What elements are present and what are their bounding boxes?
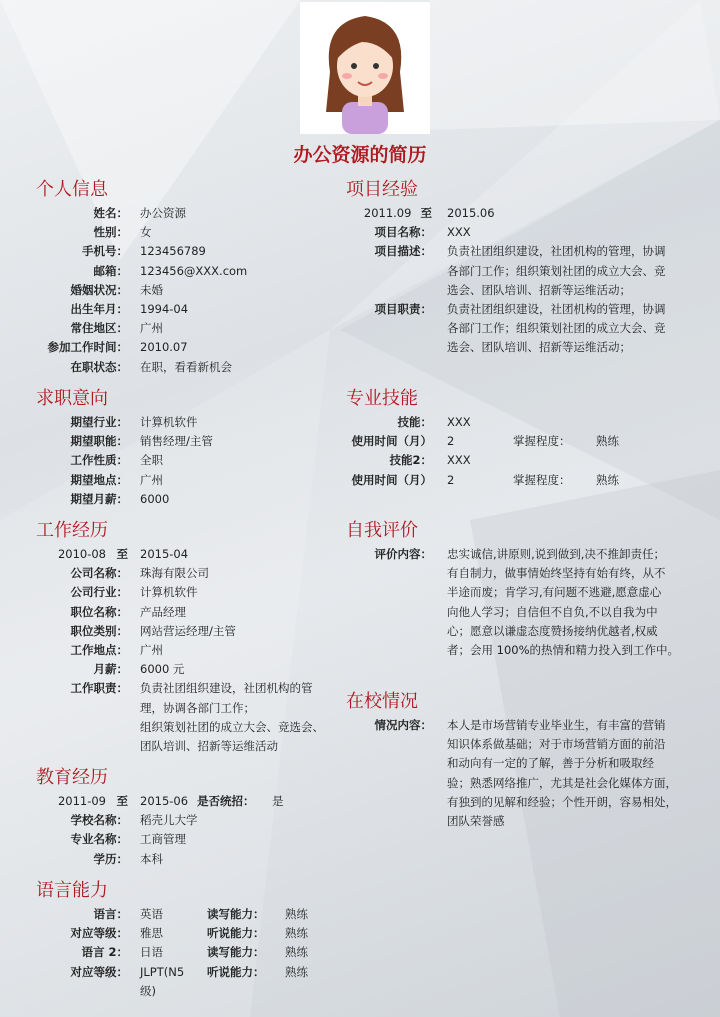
field-label-secondary: 掌握程度：: [513, 434, 571, 449]
field-row: [346, 242, 697, 300]
field-label-secondary: 听说能力：: [207, 964, 265, 979]
section-edu: [36, 765, 340, 869]
field-value: [140, 451, 340, 470]
field-label: 常住地区：: [70, 321, 128, 336]
field-row: [36, 583, 340, 602]
field-label: 在职状态：: [70, 359, 128, 374]
date-range: [36, 792, 128, 811]
field-value-secondary: 熟练: [285, 907, 308, 921]
value-line: 工商管理: [140, 832, 186, 847]
value-line: 广州: [140, 472, 163, 487]
date-range-row: [346, 204, 697, 223]
field-value: [140, 564, 340, 583]
value-line: JLPT(N5: [140, 964, 185, 979]
field-label: 出生年月：: [70, 302, 128, 317]
field-value: [140, 490, 340, 509]
field-value: [140, 811, 340, 830]
field-value: [140, 319, 340, 338]
field-label: 项目名称：: [374, 225, 432, 240]
field-label: 公司名称：: [70, 566, 128, 581]
value-line: 者；会用 100%的热情和精力投入到工作中。: [447, 643, 680, 658]
value-line: 广州: [140, 643, 163, 658]
field-value: [140, 262, 340, 281]
value-line: XXX: [447, 225, 471, 240]
date-range-row: [36, 792, 340, 811]
field-value: [140, 679, 340, 756]
field-label: 工作地点：: [70, 643, 128, 658]
field-row: [36, 223, 340, 242]
field-label: 对应等级：: [70, 964, 128, 979]
value-line: 选会、团队培训、招新等运维活动；: [447, 282, 631, 297]
section-intent: [36, 386, 340, 509]
field-label: 工作性质：: [70, 453, 128, 468]
value-line: 理，协调各部门工作；: [140, 700, 255, 715]
value-line: 负责社团组织建设，社团机构的管理，协调: [447, 244, 666, 259]
field-label: 专业名称：: [70, 832, 128, 847]
value-line: 产品经理: [140, 604, 186, 619]
value-line: 向他人学习；自信但不自负,不以自我为中: [447, 604, 658, 619]
field-value: [140, 603, 340, 622]
date-to: 2015-06: [140, 794, 189, 808]
field-row: [346, 716, 697, 831]
field-row: [36, 319, 340, 338]
field-value-secondary: 熟练: [596, 434, 619, 449]
value-line: 未婚: [140, 282, 163, 297]
field-value: [140, 204, 340, 223]
field-value: [447, 432, 513, 451]
field-label: 邮箱：: [93, 263, 128, 278]
field-label: 技能：: [397, 415, 432, 429]
value-line: 有自制力，做事情始终坚持有始有终，从不: [447, 566, 666, 581]
field-label: 学历：: [93, 851, 128, 866]
date-from: 2011.09: [363, 206, 412, 220]
field-row: [36, 679, 340, 756]
field-value: [140, 622, 340, 641]
value-line: 珠海有限公司: [140, 566, 209, 581]
field-row: [36, 413, 340, 432]
resume-title: 办公资源的简历: [293, 144, 427, 166]
field-value: [447, 716, 697, 831]
value-line: 负责社团组织建设，社团机构的管理，协调: [447, 302, 666, 317]
field-row: [346, 432, 697, 451]
field-value: [140, 583, 340, 602]
field-label-secondary: 是否统招：: [197, 794, 255, 808]
value-line: 2: [447, 434, 455, 449]
field-row: [36, 432, 340, 451]
value-line: 计算机软件: [140, 585, 198, 600]
value-line: 计算机软件: [140, 415, 198, 429]
date-range: [346, 204, 432, 223]
field-row: [346, 413, 697, 432]
field-row: [36, 641, 340, 660]
field-label: 使用时间（月）: [351, 434, 432, 449]
field-value: [447, 242, 697, 300]
field-label: 婚姻状况：: [70, 282, 128, 297]
field-label-secondary: 听说能力：: [207, 926, 265, 941]
field-value: [140, 471, 340, 490]
field-label: 期望月薪：: [70, 491, 128, 506]
field-row: [36, 242, 340, 261]
field-value-secondary: 熟练: [596, 472, 619, 487]
date-to: 2015.06: [447, 206, 495, 220]
date-separator: 至: [420, 206, 432, 220]
value-line: 心；愿意以谦虚态度赞扬接纳优越者,权威: [447, 623, 658, 638]
field-row: [36, 451, 340, 470]
field-label: 项目职责：: [374, 302, 432, 317]
date-separator: 至: [116, 547, 128, 561]
field-row: [36, 603, 340, 622]
field-row: [36, 660, 340, 679]
section-school: [346, 689, 697, 831]
field-row: [36, 358, 340, 377]
value-line: 负责社团组织建设，社团机构的管: [140, 681, 313, 696]
field-value-secondary: 熟练: [285, 926, 308, 941]
field-label: 评价内容：: [374, 547, 432, 561]
field-row: [346, 451, 697, 470]
field-value: [140, 830, 340, 849]
field-value: [447, 300, 697, 358]
value-line: 网站营运经理/主管: [140, 623, 236, 638]
field-row: [36, 204, 340, 223]
field-label: 使用时间（月）: [351, 472, 432, 487]
field-value: [140, 413, 340, 432]
value-line: 组织策划社团的成立大会、竞选会、: [140, 719, 324, 734]
section-personal: [36, 177, 340, 377]
date-from: 2010-08: [57, 547, 106, 561]
field-label: 月薪：: [93, 662, 128, 677]
value-line: 123456@XXX.com: [140, 263, 248, 278]
field-value: [447, 451, 697, 470]
field-label: 对应等级：: [70, 926, 128, 941]
field-row: [36, 850, 340, 869]
field-row: [36, 300, 340, 319]
value-line: 有独到的见解和经验；个性开朗，容易相处，: [447, 794, 677, 809]
section-work: [36, 518, 340, 756]
field-label: 期望地点：: [70, 472, 128, 487]
field-row: [36, 963, 335, 1001]
field-row: [36, 490, 340, 509]
date-range: [36, 545, 128, 564]
field-value: [140, 660, 340, 679]
field-label: 姓名：: [93, 206, 128, 220]
field-value: [140, 963, 207, 1001]
field-label-secondary: 读写能力：: [207, 907, 265, 921]
section-title: 教育经历: [36, 767, 108, 788]
value-line: 广州: [140, 321, 163, 336]
value-line: 女: [140, 225, 152, 240]
field-value: [140, 338, 340, 357]
section-title: 项目经验: [346, 179, 418, 200]
field-value: [140, 905, 207, 924]
field-row: [36, 905, 335, 924]
field-row: [36, 564, 340, 583]
section-skills: [346, 386, 697, 490]
value-line: 和动向有一定的了解，善于分析和吸取经: [447, 756, 654, 771]
field-label: 性别：: [93, 225, 128, 240]
value-line: 团队荣誉感: [447, 814, 505, 829]
section-title: 求职意向: [36, 388, 108, 409]
field-row: [36, 281, 340, 300]
value-line: 办公资源: [140, 206, 186, 220]
field-label: 公司行业：: [70, 585, 128, 600]
value-line: XXX: [447, 415, 471, 429]
value-line: 123456789: [140, 244, 206, 259]
value-line: 选会、团队培训、招新等运维活动；: [447, 340, 631, 355]
value-line: 1994-04: [140, 302, 189, 317]
value-line: 日语: [140, 945, 163, 960]
field-value: [140, 641, 340, 660]
field-value: [140, 281, 340, 300]
field-row: [36, 262, 340, 281]
value-line: 半途而废；肯学习,有问题不逃避,愿意虚心: [447, 585, 662, 600]
section-title: 专业技能: [346, 388, 418, 409]
value-line: 英语: [140, 907, 163, 921]
field-label: 职位类别：: [70, 623, 128, 638]
section-title: 语言能力: [36, 880, 108, 901]
field-value: [140, 850, 340, 869]
field-label: 职位名称：: [70, 604, 128, 619]
value-line: 稻壳儿大学: [140, 813, 198, 828]
value-line: 2: [447, 472, 455, 487]
field-label-secondary: 读写能力：: [207, 945, 265, 960]
field-value: [140, 924, 207, 943]
field-row: [36, 811, 340, 830]
field-value-secondary: 是: [272, 794, 284, 808]
field-row: [36, 622, 340, 641]
field-value: [140, 242, 340, 261]
field-label: 语言：: [93, 907, 128, 921]
field-value: [140, 223, 340, 242]
field-row: [346, 223, 697, 242]
value-line: 知识体系做基础；对于市场营销方面的前沿: [447, 737, 666, 752]
section-title: 在校情况: [346, 691, 418, 712]
field-value: [447, 413, 697, 432]
section-title: 工作经历: [36, 520, 108, 541]
field-label: 学校名称：: [70, 813, 128, 828]
value-line: 在职，看看新机会: [140, 359, 232, 374]
field-row: [36, 943, 335, 962]
value-line: 团队培训、招新等运维活动: [140, 739, 278, 754]
value-line: 验；熟悉网络推广，尤其是社会化媒体方面，: [447, 775, 677, 790]
field-row: [36, 924, 335, 943]
field-value: [140, 358, 340, 377]
value-line: 雅思: [140, 926, 163, 941]
value-line: 级): [140, 983, 156, 998]
field-value: [447, 223, 697, 242]
section-self: [346, 518, 697, 660]
field-label: 期望行业：: [70, 415, 128, 429]
value-line: 各部门工作；组织策划社团的成立大会、竞: [447, 321, 666, 336]
field-label: 语言 2：: [81, 945, 128, 960]
field-value: [447, 545, 697, 660]
value-line: 6000 元: [140, 662, 185, 677]
field-row: [346, 471, 697, 490]
value-line: 全职: [140, 453, 163, 468]
value-line: 各部门工作；组织策划社团的成立大会、竞: [447, 263, 666, 278]
field-value: [140, 943, 207, 962]
value-line: 忠实诚信,讲原则,说到做到,决不推卸责任；: [447, 547, 665, 561]
field-label: 技能2：: [389, 453, 432, 468]
field-value: [447, 471, 513, 490]
date-range-row: [36, 545, 340, 564]
date-separator: 至: [116, 794, 128, 808]
field-label: 手机号：: [82, 244, 128, 259]
avatar: [300, 2, 430, 134]
field-row: [346, 300, 697, 358]
field-label: 情况内容：: [374, 718, 432, 732]
value-line: XXX: [447, 453, 471, 468]
field-row: [346, 545, 697, 660]
field-label: 项目描述：: [374, 244, 432, 259]
field-value: [140, 300, 340, 319]
field-row: [36, 471, 340, 490]
section-lang: [36, 878, 335, 1001]
field-value-secondary: 熟练: [285, 964, 308, 979]
field-row: [36, 830, 340, 849]
field-value: [140, 432, 340, 451]
value-line: 销售经理/主管: [140, 434, 213, 449]
section-title: 自我评价: [346, 520, 418, 541]
value-line: 2010.07: [140, 340, 188, 355]
value-line: 本人是市场营销专业毕业生，有丰富的营销: [447, 718, 666, 732]
field-value-secondary: 熟练: [285, 945, 308, 960]
field-label-secondary: 掌握程度：: [513, 472, 571, 487]
section-title: 个人信息: [36, 179, 108, 200]
value-line: 6000: [140, 491, 170, 506]
section-project: [346, 177, 697, 358]
field-label: 期望职能：: [70, 434, 128, 449]
field-label: 工作职责：: [70, 681, 128, 696]
value-line: 本科: [140, 851, 163, 866]
date-to: 2015-04: [140, 547, 189, 561]
field-row: [36, 338, 340, 357]
field-label: 参加工作时间：: [47, 340, 128, 355]
date-from: 2011-09: [57, 794, 106, 808]
